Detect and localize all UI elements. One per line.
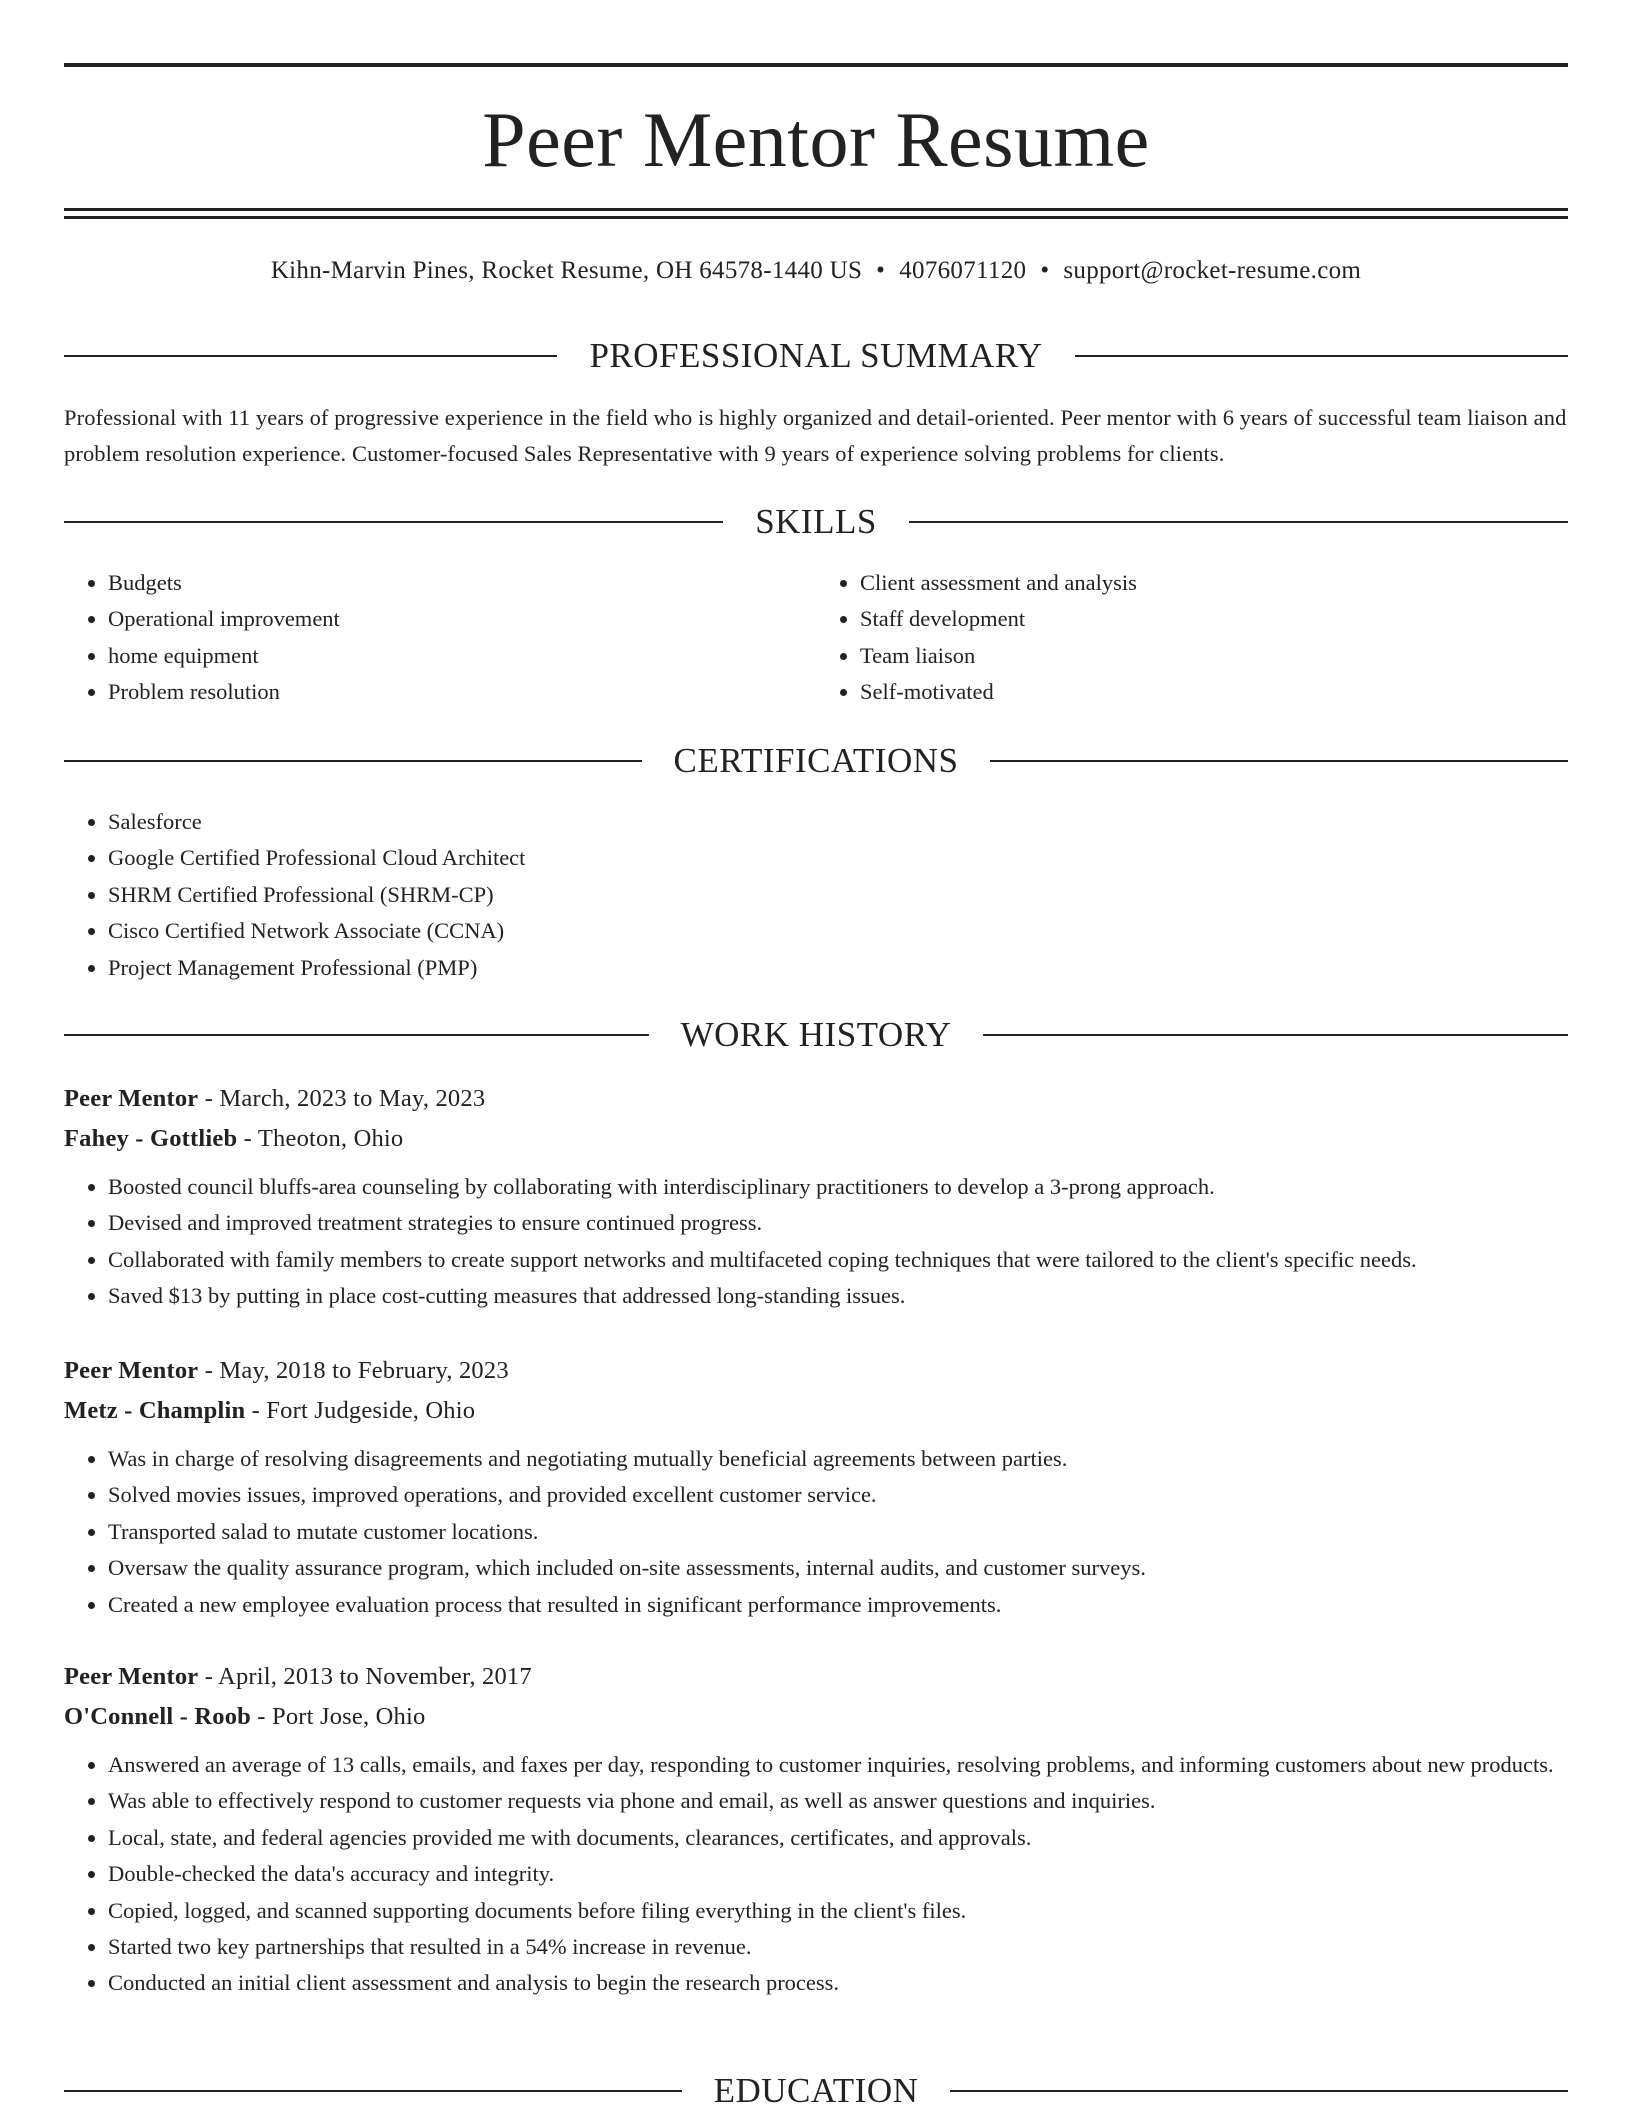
certifications-bullets xyxy=(64,804,1568,986)
list-item: • Self-motivated xyxy=(860,674,1568,710)
section-rule xyxy=(990,760,1568,762)
section-title: EDUCATION xyxy=(713,2071,919,2110)
summary-text: Professional with 11 years of progressive experience in the field who is highly organized and detail-oriented. Peer mentor with 6 years of successful team liaison and problem resolution experience. Customer-focused Sales Representative with 9 years of experience solving problems for clients. xyxy=(64,405,1567,466)
list-item: • SHRM Certified Professional (SHRM-CP) xyxy=(108,877,1568,913)
job-title-line xyxy=(64,1079,1568,1119)
list-item: • Answered an average of 13 calls, emails, and faxes per day, responding to customer inquiries, resolving problems, and informing customers about new products. xyxy=(108,1747,1568,1783)
job-title: Peer Mentor xyxy=(64,1663,199,1690)
section-header-education xyxy=(64,2069,1568,2113)
list-item: • Operational improvement xyxy=(108,601,816,637)
page-title: Peer Mentor Resume xyxy=(482,96,1150,183)
skills-column-left xyxy=(64,565,816,711)
job-bullets xyxy=(64,1169,1568,1315)
section-rule xyxy=(64,760,642,762)
contact-email: support@rocket-resume.com xyxy=(1063,257,1362,284)
list-item: • Problem resolution xyxy=(108,674,816,710)
section-rule xyxy=(1075,355,1568,357)
section-rule xyxy=(64,521,723,523)
list-item: • Project Management Professional (PMP) xyxy=(108,950,1568,986)
job-dates: - March, 2023 to May, 2023 xyxy=(198,1085,486,1112)
list-item: • Was able to effectively respond to customer requests via phone and email, as well as answer questions and inquiries. xyxy=(108,1783,1568,1819)
section-rule xyxy=(64,355,557,357)
job-entry-1 xyxy=(64,1079,1568,1315)
contact-line xyxy=(64,255,1568,287)
job-company: O'Connell - Roob xyxy=(64,1703,251,1730)
contact-separator: • xyxy=(1040,257,1050,284)
list-item: • Budgets xyxy=(108,565,816,601)
title-rule-upper xyxy=(64,208,1568,211)
job-bullets xyxy=(64,1441,1568,1623)
section-header-skills xyxy=(64,500,1568,544)
list-item: • Oversaw the quality assurance program, which included on-site assessments, internal audits, and customer surveys. xyxy=(108,1550,1568,1586)
section-title: CERTIFICATIONS xyxy=(673,741,959,780)
section-header-certifications xyxy=(64,739,1568,783)
list-item: • Boosted council bluffs-area counseling by collaborating with interdisciplinary practitioners to develop a 3-prong approach. xyxy=(108,1169,1568,1205)
list-item: • Was in charge of resolving disagreements and negotiating mutually beneficial agreements between parties. xyxy=(108,1441,1568,1477)
section-title: PROFESSIONAL SUMMARY xyxy=(589,336,1043,375)
job-location: - Theoton, Ohio xyxy=(237,1125,404,1152)
job-location: - Port Jose, Ohio xyxy=(250,1703,426,1730)
section-title: WORK HISTORY xyxy=(680,1015,952,1054)
section-title: SKILLS xyxy=(755,502,877,541)
job-entry-3 xyxy=(64,1657,1568,2002)
skills-list xyxy=(64,565,1568,711)
section-rule xyxy=(983,1034,1568,1036)
contact-address: Kihn-Marvin Pines, Rocket Resume, OH 64578-1440 US xyxy=(270,257,863,284)
list-item: • Started two key partnerships that resulted in a 54% increase in revenue. xyxy=(108,1929,1568,1965)
contact-separator: • xyxy=(876,257,886,284)
section-rule xyxy=(950,2090,1568,2092)
job-company-line xyxy=(64,1391,1568,1431)
list-item: • Solved movies issues, improved operations, and provided excellent customer service. xyxy=(108,1477,1568,1513)
section-rule xyxy=(64,1034,649,1036)
list-item: • Devised and improved treatment strategies to ensure continued progress. xyxy=(108,1205,1568,1241)
list-item: • Client assessment and analysis xyxy=(860,565,1568,601)
list-item: • Salesforce xyxy=(108,804,1568,840)
skills-column-right xyxy=(816,565,1568,711)
job-title-line xyxy=(64,1657,1568,1697)
list-item: • Cisco Certified Network Associate (CCNA) xyxy=(108,913,1568,949)
list-item: • Saved $13 by putting in place cost-cutting measures that addressed long-standing issues. xyxy=(108,1278,1568,1314)
job-title: Peer Mentor xyxy=(64,1085,199,1112)
list-item: • Collaborated with family members to create support networks and multifaceted coping techniques that were tailored to the client's specific needs. xyxy=(108,1242,1568,1278)
list-item: • Conducted an initial client assessment and analysis to begin the research process. xyxy=(108,1965,1568,2001)
title-rule-lower xyxy=(64,216,1568,219)
section-rule xyxy=(909,521,1568,523)
job-title: Peer Mentor xyxy=(64,1357,199,1384)
certifications-list xyxy=(64,804,1568,986)
job-company-line xyxy=(64,1119,1568,1159)
list-item: • home equipment xyxy=(108,638,816,674)
list-item: • Copied, logged, and scanned supporting documents before filing everything in the client's files. xyxy=(108,1893,1568,1929)
top-rule xyxy=(64,63,1568,67)
job-entry-2 xyxy=(64,1351,1568,1623)
list-item: • Google Certified Professional Cloud Architect xyxy=(108,840,1568,876)
job-bullets xyxy=(64,1747,1568,2002)
job-location: - Fort Judgeside, Ohio xyxy=(245,1397,476,1424)
section-rule xyxy=(64,2090,682,2092)
list-item: • Staff development xyxy=(860,601,1568,637)
job-company: Metz - Champlin xyxy=(64,1397,246,1424)
list-item: • Transported salad to mutate customer locations. xyxy=(108,1514,1568,1550)
job-dates: - May, 2018 to February, 2023 xyxy=(198,1357,509,1384)
list-item: • Team liaison xyxy=(860,638,1568,674)
job-title-line xyxy=(64,1351,1568,1391)
job-company: Fahey - Gottlieb xyxy=(64,1125,238,1152)
section-header-summary xyxy=(64,334,1568,378)
list-item: • Double-checked the data's accuracy and integrity. xyxy=(108,1856,1568,1892)
contact-phone: 4076071120 xyxy=(899,257,1027,284)
list-item: • Local, state, and federal agencies provided me with documents, clearances, certificates, and approvals. xyxy=(108,1820,1568,1856)
job-company-line xyxy=(64,1697,1568,1737)
job-dates: - April, 2013 to November, 2017 xyxy=(198,1663,532,1690)
list-item: • Created a new employee evaluation process that resulted in significant performance improvements. xyxy=(108,1587,1568,1623)
section-header-work-history xyxy=(64,1013,1568,1057)
